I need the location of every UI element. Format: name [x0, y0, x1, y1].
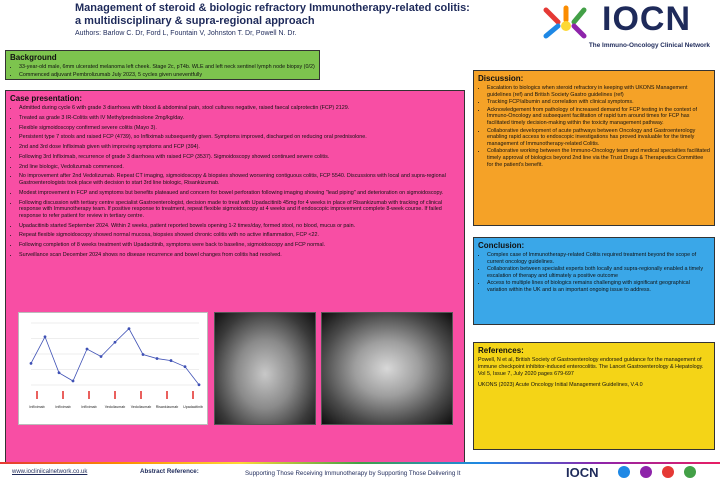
footer-tagline: Supporting Those Receiving Immunotherapy by Supporting Those Delivering It: [245, 470, 461, 477]
data-point: [30, 362, 33, 365]
list-item: • Repeat flexible sigmoidoscopy showed normal mucosa, biopsies showed chronic colitis with no active inflammation, FCP <22.: [19, 232, 460, 239]
data-point: [44, 335, 47, 338]
poster-footer: [0, 462, 720, 480]
data-point: [100, 355, 103, 358]
logo-subtitle: The Immuno-Oncology Clinical Network: [588, 42, 710, 49]
tick-label: Risankizumab: [155, 405, 179, 409]
list-item: • No improvement after 2nd Vedolizumab. Repeat CT imaging, sigmoidoscopy & biopsies showed worsening contiguous colitis, FCP 5540. Discussions with local and supra-regional Gastroenterologists took place with decision to start 3rd line biologic, Risankizumab.: [19, 173, 460, 186]
partner-logo-icon: [662, 466, 674, 478]
data-point: [142, 353, 145, 356]
tick-label: Vedolizumab: [130, 405, 152, 409]
case-heading: Case presentation:: [10, 94, 83, 103]
data-point: [114, 341, 117, 344]
tick-label: Upadacitinib: [183, 405, 203, 409]
list-item: • Collaboration between specialist experts both locally and supra-regionally enabled a timely escalation of therapy and ultimately a positive outcome: [487, 266, 710, 279]
nhs-trust-logo-icon: [618, 466, 630, 478]
list-item: • Tracking FCP/albumin and correlation with clinical symptoms.: [487, 99, 710, 106]
background-list: [10, 64, 315, 78]
list-item: • Following completion of 8 weeks treatment with Upadacitinib, symptoms were back to baseline, sigmoidoscopy and FCP normal.: [19, 242, 460, 249]
discussion-heading: Discussion:: [478, 74, 524, 83]
reference-2: UKONS (2023) Acute Oncology Initial Management Guidelines, V.4.0: [478, 382, 643, 389]
list-item: • 33-year-old male, 6mm ulcerated melanoma left cheek. Stage 2c, pT4b. WLE and left neck sentinel lymph node biopsy (0/2): [19, 64, 315, 71]
case-list: [10, 105, 460, 259]
series-line: [31, 329, 199, 385]
data-point: [198, 383, 201, 386]
references-heading: References:: [478, 346, 524, 355]
conclusion-section: [473, 237, 715, 325]
list-item: • Modest improvement in FCP and symptoms but benefits plateaued and concern for bowel perforation following imaging showing "lead piping" and deterioration on sigmoidoscopy.: [19, 190, 460, 197]
partner-logo-icon: [684, 466, 696, 478]
conclusion-list: [478, 252, 710, 294]
footer-website-link[interactable]: www.iocliniicalnetwork.co.uk: [12, 469, 88, 475]
fcp-line-chart: [18, 312, 208, 425]
list-item: • Flexible sigmoidoscopy confirmed severe colitis (Mayo 3).: [19, 125, 460, 132]
list-item: • Collaborative development of acute pathways between Oncology and Gastroenterology enabling rapid access to endoscopic investigations has proved invaluable for the timely management of Immunotherapy-related Colitis.: [487, 128, 710, 148]
tick-label: Infliximab: [55, 405, 71, 409]
conclusion-heading: Conclusion:: [478, 241, 525, 250]
footer-abstract-reference: Abstract Reference:: [140, 468, 199, 475]
list-item: • Treated as grade 3 IR-Colitis with IV Methylprednisolone 2mg/kg/day.: [19, 115, 460, 122]
background-heading: Background: [10, 53, 57, 62]
tick-label: Infliximab: [81, 405, 97, 409]
list-item: • 2nd line biologic, Vedolizumab commenced.: [19, 164, 460, 171]
data-point: [58, 371, 61, 374]
data-point: [86, 348, 89, 351]
list-item: • 2nd and 3rd dose Infliximab given with improving symptoms and FCP (394).: [19, 144, 460, 151]
ct-scan-image-1: [214, 312, 316, 425]
data-point: [170, 359, 173, 362]
list-item: • Following 3rd Infliximab, recurrence of grade 3 diarrhoea with raised FCP (3537). Sigmoidoscopy showed continued severe colitis.: [19, 154, 460, 161]
list-item: • Commenced adjuvant Pembrolizumab July 2023, 5 cycles given uneventfully: [19, 72, 315, 79]
iocn-logo: [530, 2, 710, 50]
list-item: • Access to multiple lines of biologics remains challenging with significant geographical variation within the UK and is an important ongoing issue to address.: [487, 280, 710, 293]
ct-scan-image-2: [321, 312, 453, 425]
partner-logo-icon: [640, 466, 652, 478]
logo-wordmark: IOCN: [602, 0, 691, 38]
figures-row: [18, 312, 458, 432]
fcp-chart-svg: [19, 313, 207, 424]
data-point: [184, 365, 187, 368]
title-line-2: a multidisciplinary & supra-regional approach: [75, 15, 315, 27]
list-item: • Upadacitinib started September 2024. Within 2 weeks, patient reported bowels opening 1-2 times/day, formed stool, no blood, mucus or pain.: [19, 223, 460, 230]
list-item: • Following discussion with tertiary centre specialist Gastroenterologist, decision made to treat with Upadacitinib 45mg for 4 weeks in place of Risankizumab with tracking of clinical response with Immunotherapy team. If positive response to treatment, repeat flexible sigmoidoscopy at 4 weeks and if endoscopic improvement complete 8-week course. If failed response to refer patient for review in tertiary centre.: [19, 200, 460, 220]
list-item: • Persistent type 7 stools and raised FCP (4739), so Infliximab subsequently given. Symptoms improved, discharged on reducing oral prednisolone.: [19, 134, 460, 141]
list-item: • Acknowledgement from pathology of increased demand for FCP testing in the context of Immuno-Oncology and subsequent facilitation of rapid turn around times for FCP has facilitated timely decision-making within the toxicity management pathway.: [487, 107, 710, 127]
discussion-list: [478, 85, 710, 168]
background-section: [5, 50, 320, 80]
iocn-emblem-icon: [536, 2, 596, 42]
footer-divider: [0, 462, 720, 464]
tick-label: Vedolizumab: [104, 405, 126, 409]
reference-1: Powell, N et al, British Society of Gastroenterology endorsed guidance for the management of immune checkpoint inhibitor-induced enterocolitis. The Lancet Gastroenterology & Hepatology. Vol 5, Issue 7, July 2020 pages 679-697: [478, 357, 704, 377]
poster-title: [75, 2, 495, 28]
data-point: [128, 327, 131, 330]
data-point: [72, 380, 75, 383]
discussion-section: [473, 70, 715, 226]
tick-label: Infliximab: [29, 405, 45, 409]
references-section: [473, 342, 715, 450]
list-item: • Collaborative working between the Immuno-Oncology team and medical specialties facilitated timely approval of biologics beyond 2nd line via the Trust Drugs & Therapeutics Committee for the patient's benefit.: [487, 148, 710, 168]
list-item: • Complex case of Immunotherapy-related Colitis required treatment beyond the scope of current oncology guidelines.: [487, 252, 710, 265]
list-item: • Escalation to biologics when steroid refractory in keeping with UKONS Management guidelines (ref) and British Society Gastro guidelines (ref): [487, 85, 710, 98]
title-line-1: Management of steroid & biologic refractory Immunotherapy-related colitis:: [75, 2, 470, 14]
data-point: [156, 357, 159, 360]
list-item: • Admitted during cycle 6 with grade 3 diarrhoea with blood & abdominal pain, stool cultures negative, raised faecal calprotectin (FCP) 2129.: [19, 105, 460, 112]
list-item: • Surveillance scan December 2024 shows no disease recurrence and bowel changes from colitis had resolved.: [19, 252, 460, 259]
poster-header: [0, 0, 720, 52]
authors-line: Authors: Barlow C. Dr, Ford L, Fountain V, Johnston T. Dr, Powell N. Dr.: [75, 30, 297, 37]
footer-iocn-logo: IOCN: [566, 465, 599, 480]
